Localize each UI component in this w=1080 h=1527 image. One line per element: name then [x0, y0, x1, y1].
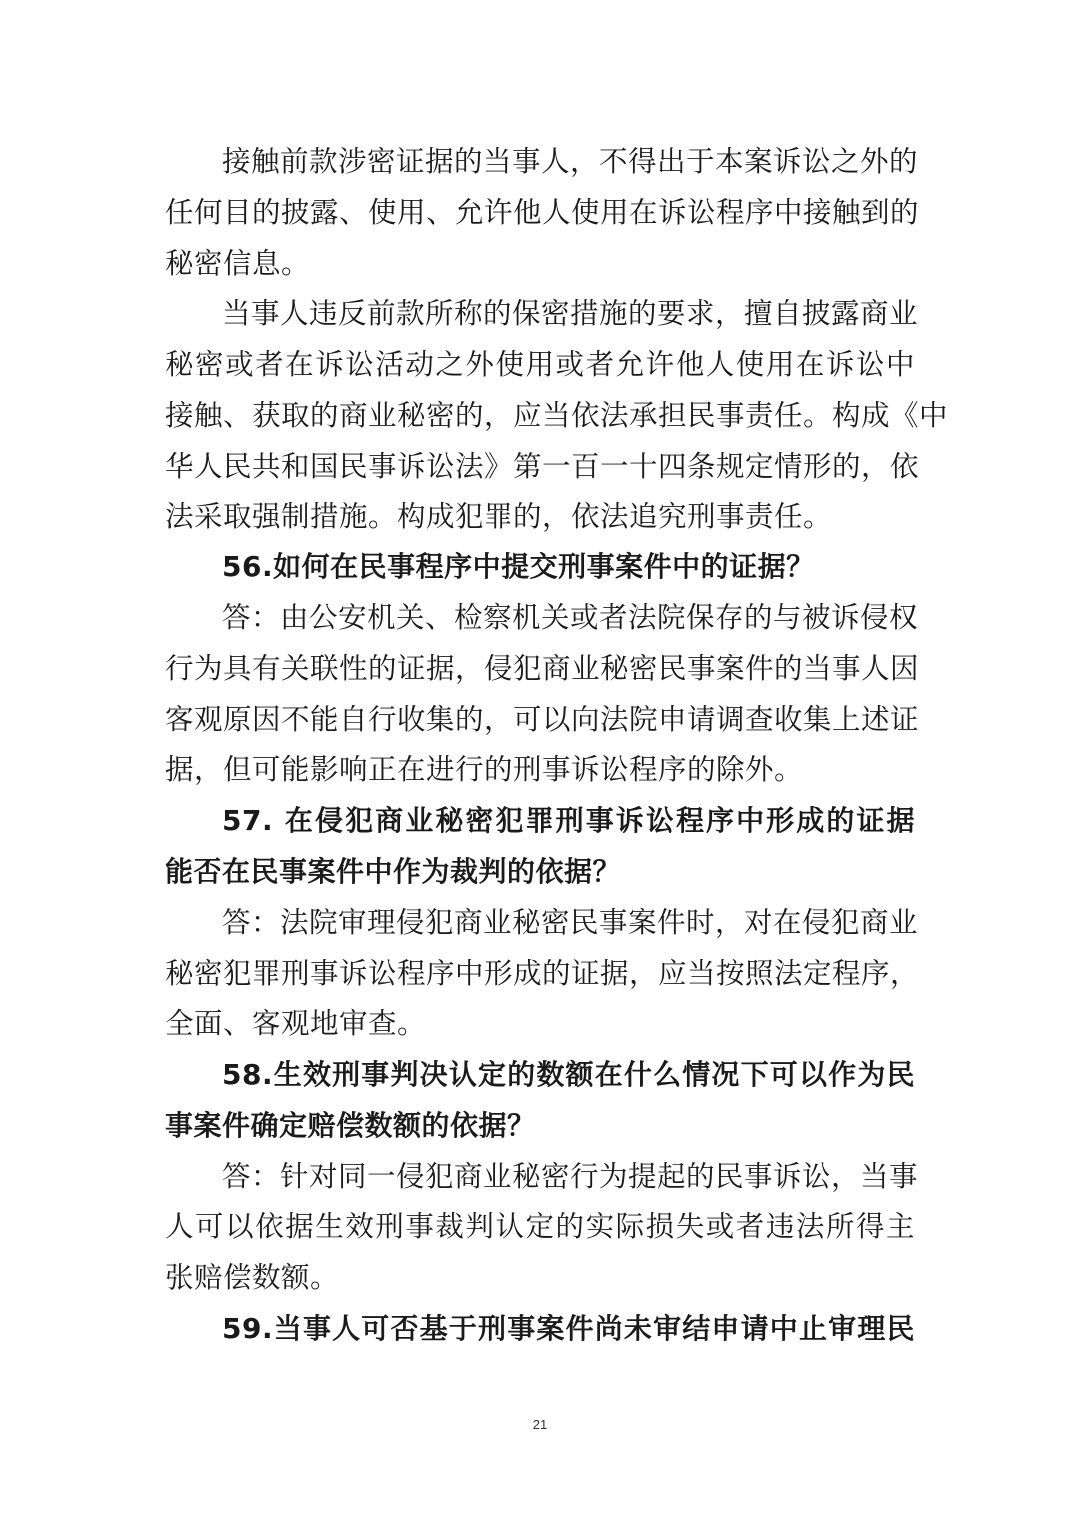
paragraph-line: 当事人违反前款所称的保密措施的要求，擅自披露商业: [222, 297, 919, 330]
paragraph-line: 答：针对同一侵犯商业秘密行为提起的民事诉讼，当事: [222, 1160, 919, 1193]
question-heading: 事案件确定赔偿数额的依据？: [165, 1109, 536, 1142]
question-heading: 能否在民事案件中作为裁判的依据？: [165, 855, 622, 888]
paragraph-line: 答：由公安机关、检察机关或者法院保存的与被诉侵权: [222, 601, 919, 634]
question-heading: 58.生效刑事判决认定的数额在什么情况下可以作为民: [222, 1058, 915, 1091]
question-heading: 56.如何在民事程序中提交刑事案件中的证据？: [222, 550, 815, 583]
paragraph-line: 华人民共和国民事诉讼法》第一百一十四条规定情形的，依: [165, 450, 920, 483]
paragraph-line: 张赔偿数额。: [165, 1261, 340, 1294]
paragraph-line: 秘密犯罪刑事诉讼程序中形成的证据，应当按照法定程序，: [165, 957, 920, 990]
paragraph-line: 行为具有关联性的证据，侵犯商业秘密民事案件的当事人因: [165, 652, 920, 685]
paragraph-line: 任何目的披露、使用、允许他人使用在诉讼程序中接触到的: [165, 196, 920, 229]
paragraph-line: 人可以依据生效刑事裁判认定的实际损失或者违法所得主: [165, 1210, 915, 1243]
question-heading: 57. 在侵犯商业秘密犯罪刑事诉讼程序中形成的证据: [222, 804, 915, 837]
paragraph-line: 接触、获取的商业秘密的，应当依法承担民事责任。构成《中: [165, 399, 949, 432]
page-number: 21: [532, 1417, 548, 1432]
paragraph-line: 全面、客观地审查。: [165, 1007, 427, 1040]
paragraph-line: 客观原因不能自行收集的，可以向法院申请调查收集上述证: [165, 703, 920, 736]
paragraph-line: 秘密信息。: [165, 247, 311, 280]
question-heading: 59.当事人可否基于刑事案件尚未审结申请中止审理民: [222, 1312, 915, 1345]
paragraph-line: 秘密或者在诉讼活动之外使用或者允许他人使用在诉讼中: [165, 348, 915, 381]
paragraph-line: 答：法院审理侵犯商业秘密民事案件时，对在侵犯商业: [222, 906, 919, 939]
paragraph-line: 法采取强制措施。构成犯罪的，依法追究刑事责任。: [165, 500, 833, 533]
paragraph-line: 据，但可能影响正在进行的刑事诉讼程序的除外。: [165, 753, 804, 786]
paragraph-line: 接触前款涉密证据的当事人，不得出于本案诉讼之外的: [222, 145, 919, 178]
